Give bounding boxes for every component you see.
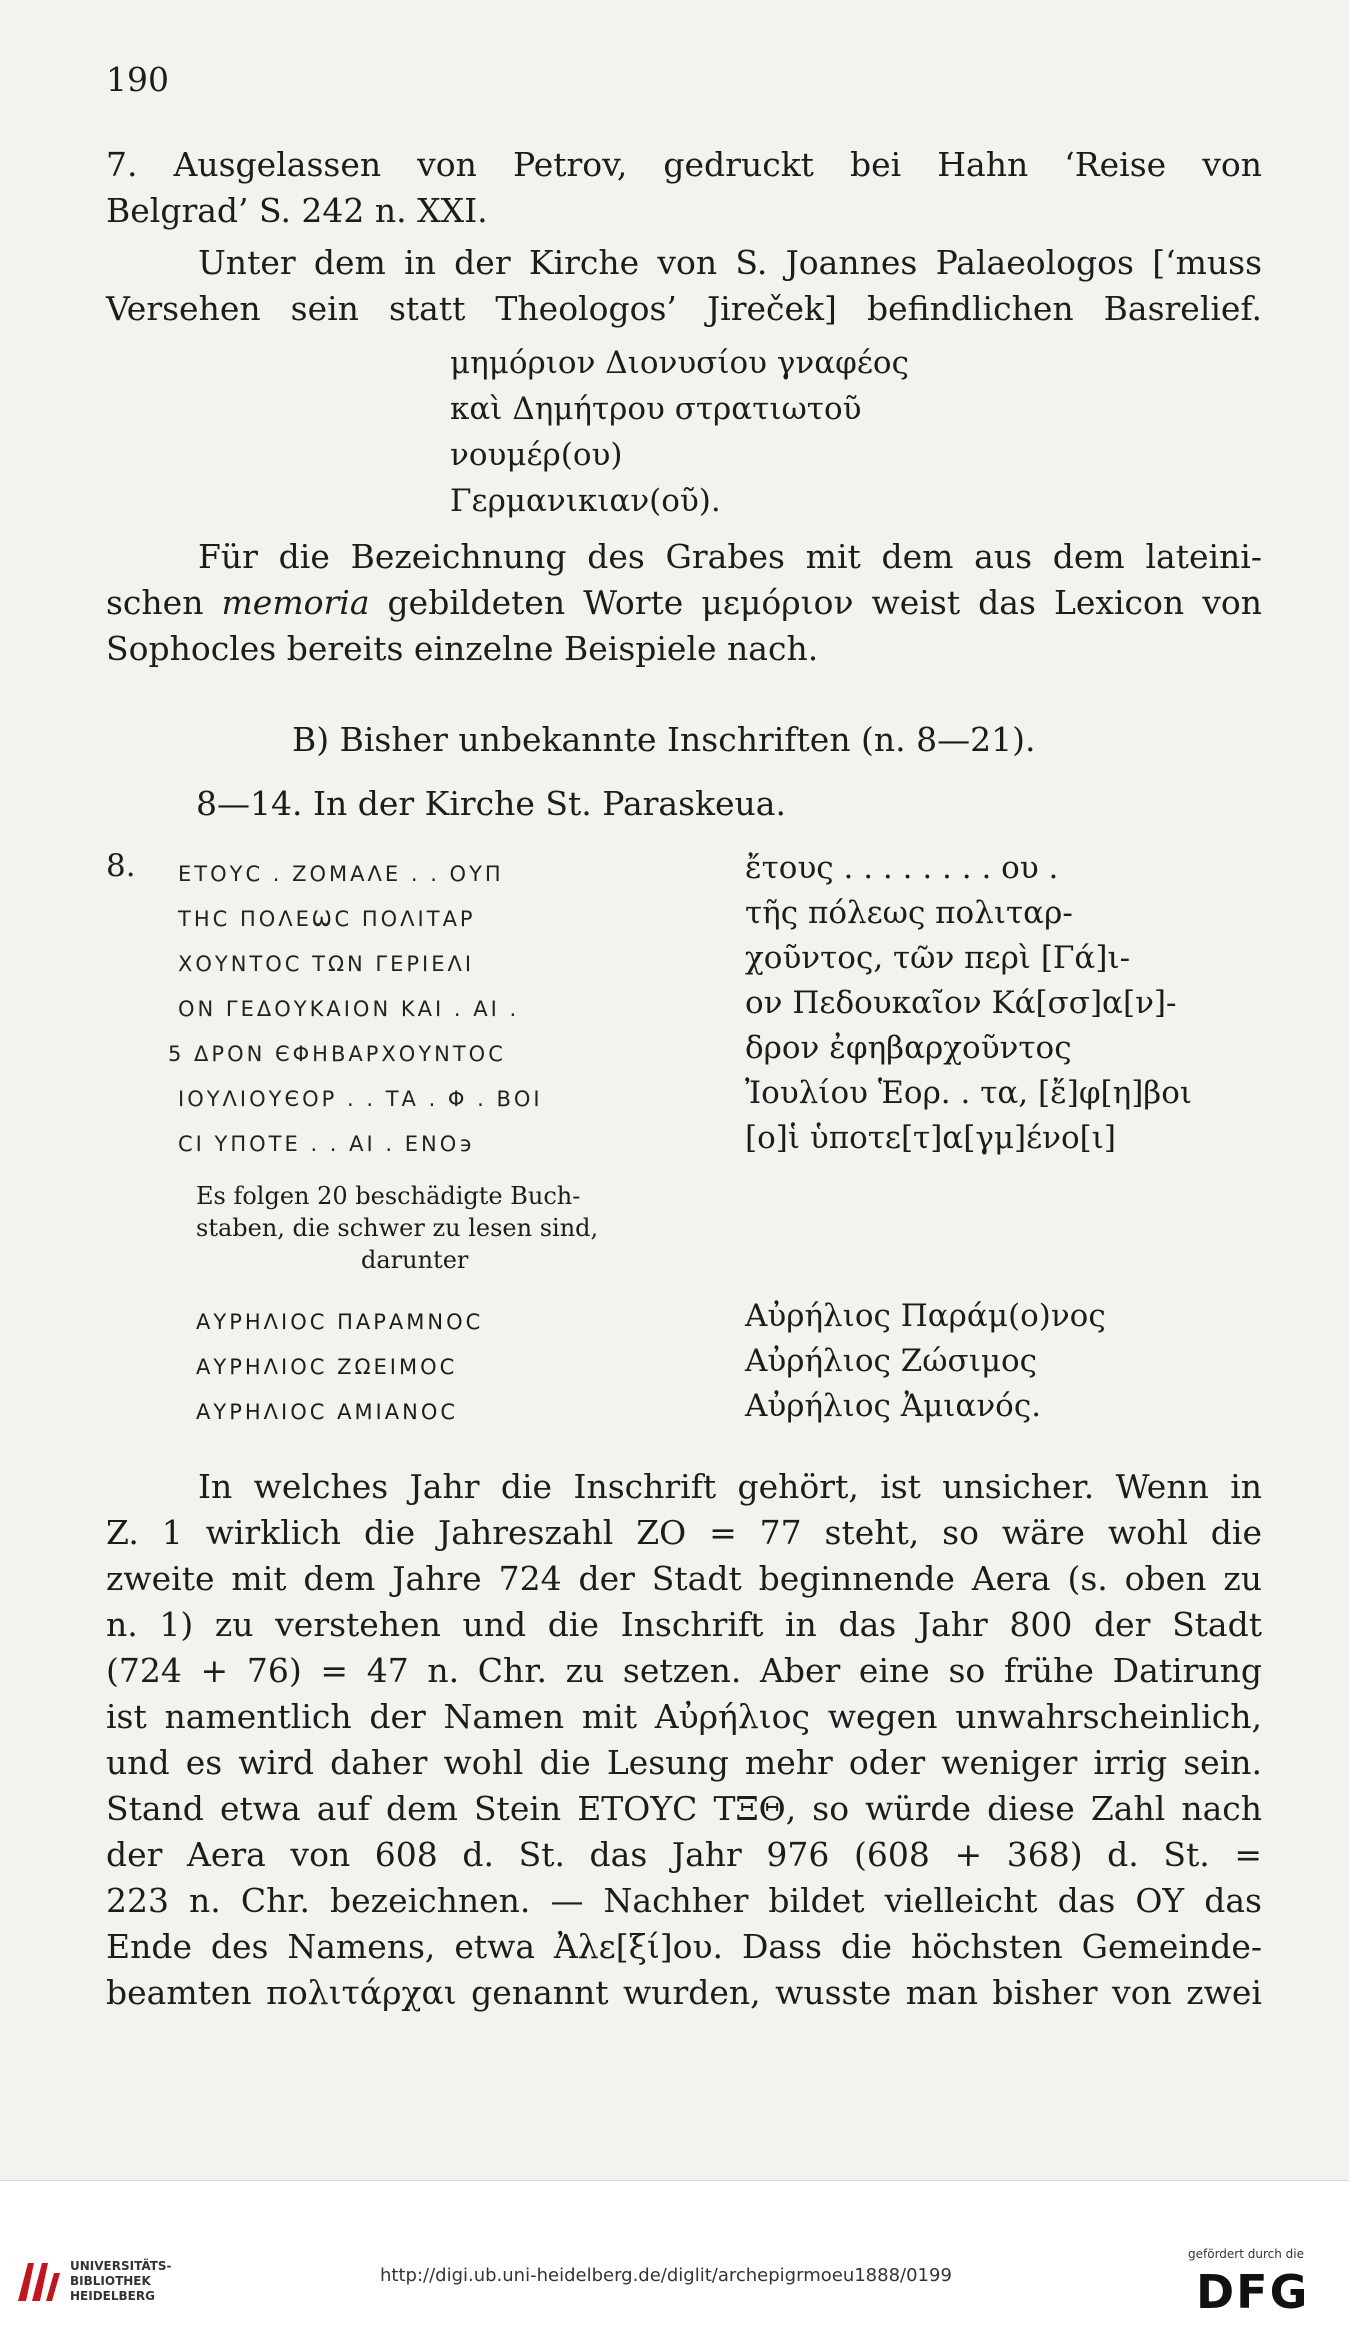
transcription-line: τῆς πόλεως πολιταρ-: [745, 895, 1073, 931]
note-line: staben, die schwer zu lesen sind,: [196, 1214, 599, 1242]
transcription-line: ἔτους . . . . . . . . ου .: [745, 850, 1059, 886]
text-line: und es wird daher wohl die Lesung mehr oder weniger irrig sein.: [106, 1743, 1262, 1782]
transcription-line: Αὐρήλιος Ζώσιμος: [745, 1343, 1038, 1379]
majuscule-line: ϹΙ ΥΠΟΤΕ . . ΑΙ . ΕΝΟ϶: [178, 1132, 476, 1156]
text-line: Belgrad’ S. 242 n. XXI.: [106, 191, 488, 230]
text-line: Z. 1 wirklich die Jahreszahl ΖΟ = 77 steht, so wäre wohl die: [106, 1513, 1262, 1552]
majuscule-line: ΕΤΟΥϹ . ΖΟΜΑΛΕ . . ΟΥΠ: [178, 862, 504, 886]
transcription-line: Ἰουλίου Ἑορ. . τα, [ἔ]φ[η]βοι: [745, 1075, 1193, 1111]
greek-line: Γερμανικιαν(οῦ).: [450, 483, 721, 519]
names-transcription: [745, 1294, 1106, 1429]
text-line: 223 n. Chr. bezeichnen. — Nachher bildet vielleicht das ΟΥ das: [106, 1881, 1262, 1920]
text-line: [106, 580, 1262, 626]
paragraph-7: [106, 142, 1262, 234]
majuscule-line: ΑΥΡΗΛΙΟϹ ΖΩΕΙΜΟϹ: [196, 1355, 458, 1379]
greek-line: καὶ Δημήτρου στρατιωτοῦ: [450, 391, 862, 427]
text-line: Ende des Namens, etwa Ἀλε[ξί]ου. Dass die höchsten Gemeinde-: [106, 1927, 1262, 1966]
paragraph-memoria: [106, 534, 1262, 672]
note-line: Es folgen 20 beschädigte Buch-: [196, 1182, 581, 1210]
paragraph-basrelief: [106, 240, 1262, 332]
greek-line: μημόριον Διονυσίου γναφέος: [450, 345, 909, 381]
text-line: In welches Jahr die Inschrift gehört, ist unsicher. Wenn in: [198, 1467, 1262, 1506]
dfg-logo: DFG: [1196, 2265, 1310, 2319]
majuscule-line: ΤΗϹ ΠΟΛΕѠϹ ΠΟΛΙΤΑΡ: [178, 907, 476, 931]
footer-bar: [0, 2180, 1349, 2339]
subheading: 8—14. In der Kirche St. Paraskeua.: [196, 784, 786, 823]
transcription-line: Αὐρήλιος Παράμ(ο)νος: [745, 1298, 1106, 1334]
transcription-line: ον Πεδουκαῖον Κά[σσ]α[ν]-: [745, 985, 1177, 1021]
transcription-line: δρον ἐφηβαρχοῦντος: [745, 1030, 1072, 1066]
transcription-line: [ο]ἱ ὑποτε[τ]α[γμ]ένο[ι]: [745, 1120, 1117, 1156]
source-url-link[interactable]: http://digi.ub.uni-heidelberg.de/diglit/archepigrmoeu1888/0199: [380, 2265, 952, 2286]
text-line: Für die Bezeichnung des Grabes mit dem aus dem lateini-: [198, 537, 1262, 576]
text-line: Sophocles bereits einzelne Beispiele nach.: [106, 629, 819, 668]
majuscule-line: ΟΝ ΓΕΔΟΥΚΑΙΟΝ ΚΑΙ . ΑΙ .: [178, 997, 520, 1021]
text-line: ist namentlich der Namen mit Αὐρήλιος wegen unwahrscheinlich,: [106, 1697, 1262, 1736]
text-line: Stand etwa auf dem Stein ΕΤΟΥϹ ΤΞΘ, so würde diese Zahl nach: [106, 1789, 1262, 1828]
text-line: (724 + 76) = 47 n. Chr. zu setzen. Aber eine so frühe Datirung: [106, 1651, 1262, 1690]
text-line: beamten πολιτάρχαι genannt wurden, wusste man bisher von zwei: [106, 1973, 1262, 2012]
greek-inscription-block: [450, 340, 909, 524]
text-line: n. 1) zu verstehen und die Inschrift in das Jahr 800 der Stadt: [106, 1605, 1262, 1644]
majuscule-line: ΙΟΥΛΙΟΥЄΟΡ . . ΤΑ . Φ . ΒΟΙ: [178, 1087, 543, 1111]
italic-word: memoria: [221, 583, 370, 622]
inscription-number: 8.: [106, 848, 136, 884]
majuscule-line: 5 ΔΡΟΝ ЄΦΗΒΑΡΧΟΥΝΤΟϹ: [168, 1042, 506, 1066]
text-fragment: gebildeten Worte μεμόριον weist das Lexicon von: [369, 583, 1262, 622]
greek-line: νουμέρ(ου): [450, 437, 623, 473]
transcription-line: Αὐρήλιος Ἀμιανός.: [745, 1388, 1042, 1424]
library-line: UNIVERSITÄTS-: [70, 2259, 172, 2273]
text-line: Unter dem in der Kirche von S. Joannes Palaeologos [‘muss: [198, 243, 1262, 282]
library-line: HEIDELBERG: [70, 2289, 155, 2303]
text-fragment: schen: [106, 583, 222, 622]
majuscule-line: ΑΥΡΗΛΙΟϹ ΠΑΡΑΜΝΟϹ: [196, 1310, 484, 1334]
library-line: BIBLIOTHEK: [70, 2274, 151, 2288]
library-name: [70, 2259, 172, 2304]
inscription-majuscule: [168, 852, 718, 1167]
text-line: Versehen sein statt Theologos’ Jireček] befindlichen Basrelief.: [106, 289, 1262, 328]
note-line: darunter: [361, 1246, 469, 1274]
page-number: 190: [106, 60, 169, 99]
inscription-transcription: [745, 846, 1265, 1161]
text-line: der Aera von 608 d. St. das Jahr 976 (608 + 368) d. St. =: [106, 1835, 1262, 1874]
sponsor-note: gefördert durch die: [1188, 2247, 1304, 2261]
editorial-note: [196, 1180, 656, 1276]
text-line: 7. Ausgelassen von Petrov, gedruckt bei Hahn ‘Reise von: [106, 145, 1262, 184]
majuscule-line: ΧΟΥΝΤΟϹ ΤΩΝ ΓΕΡΙΕΛΙ: [178, 952, 475, 976]
text-line: zweite mit dem Jahre 724 der Stadt beginnende Aera (s. oben zu: [106, 1559, 1262, 1598]
section-heading: B) Bisher unbekannte Inschriften (n. 8—21).: [292, 720, 1036, 759]
university-logo-icon: [14, 2257, 62, 2305]
names-majuscule: [196, 1300, 483, 1435]
majuscule-line: ΑΥΡΗΛΙΟϹ ΑΜΙΑΝΟϹ: [196, 1400, 459, 1424]
paragraph-dating: [106, 1464, 1262, 2016]
transcription-line: χοῦντος, τῶν περὶ [Γά]ι-: [745, 940, 1131, 976]
